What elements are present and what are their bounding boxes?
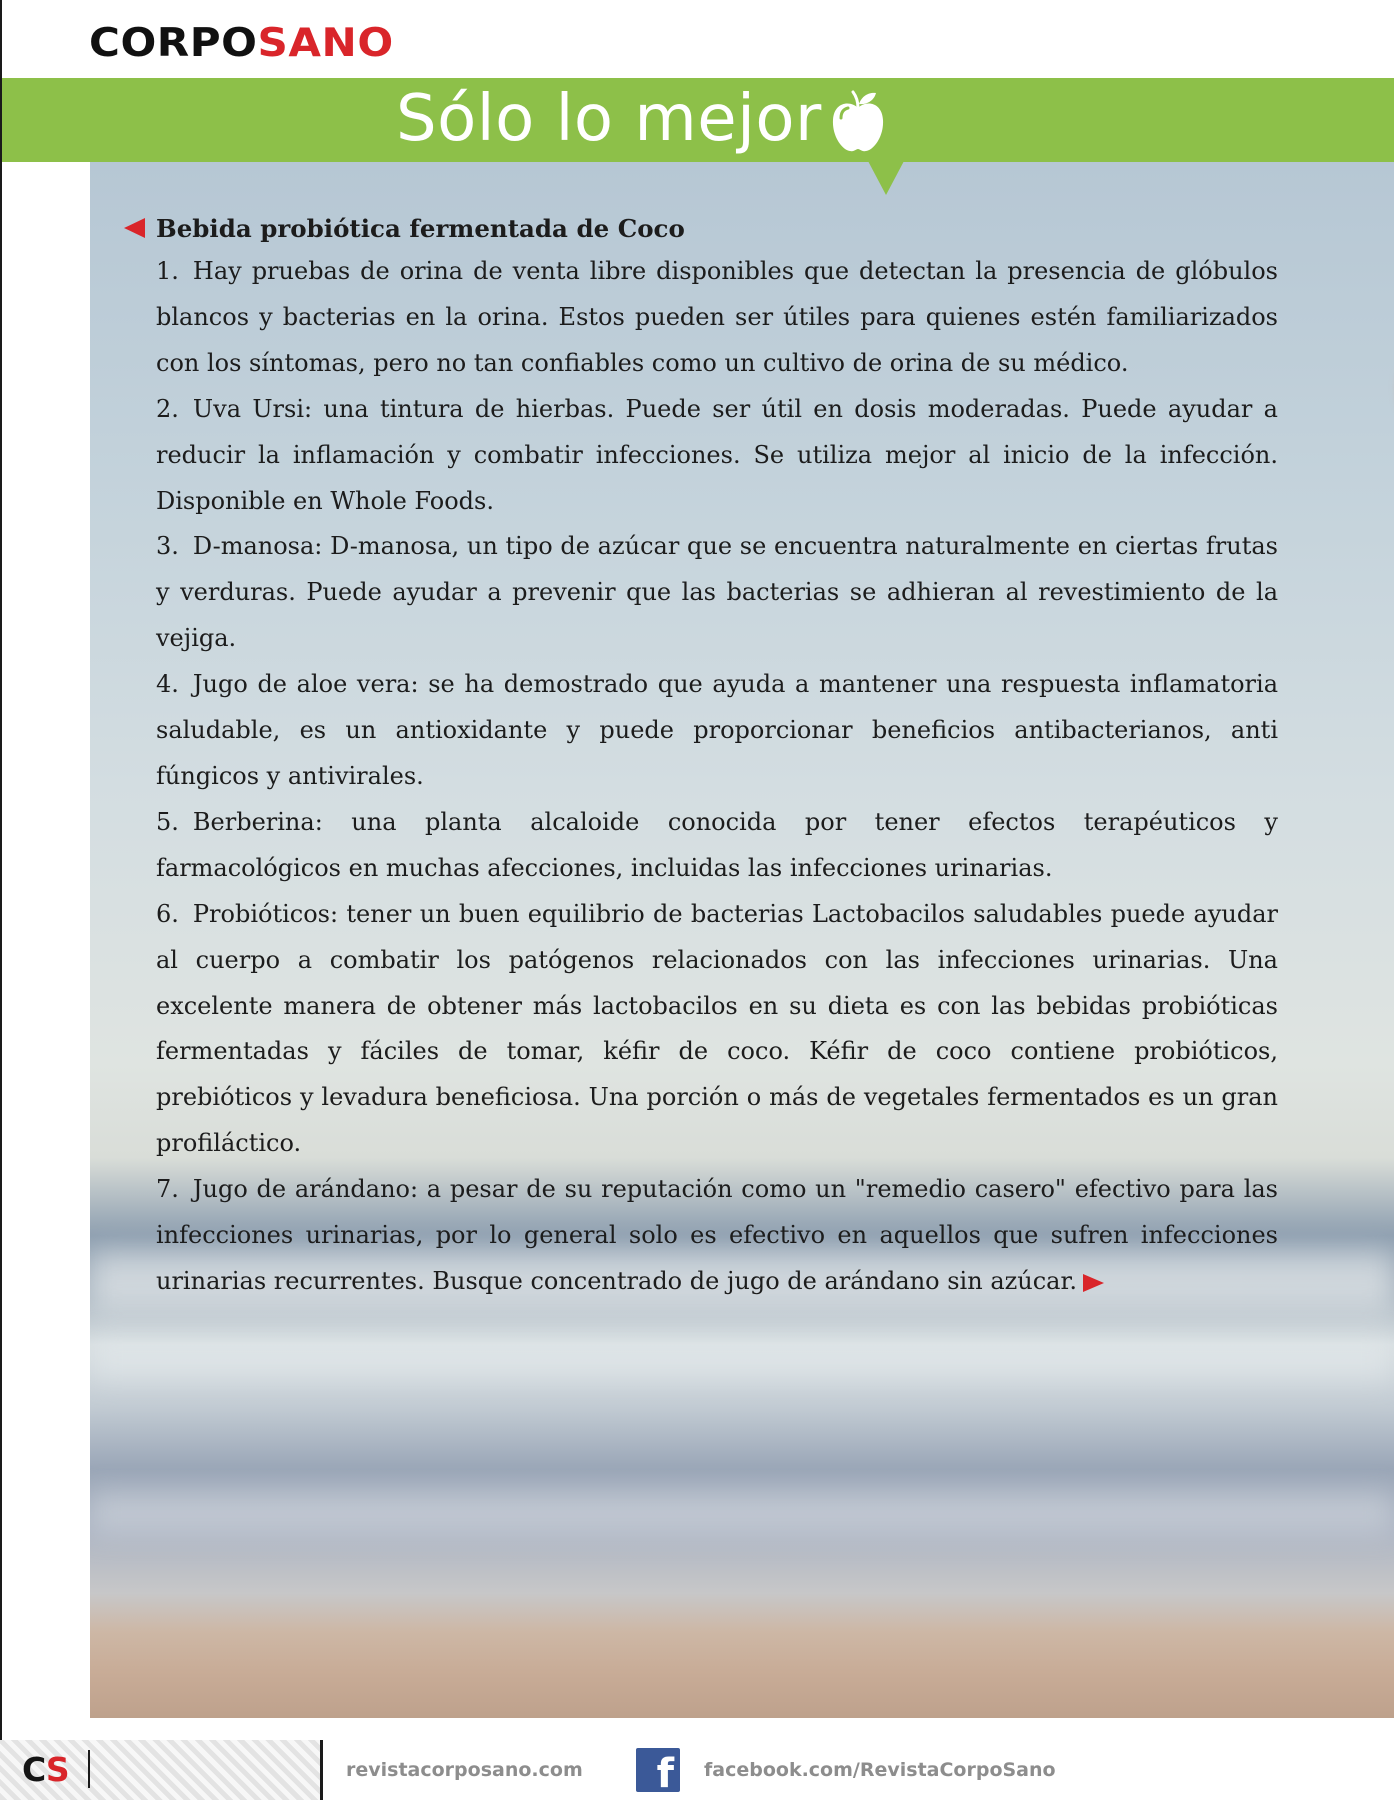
item-number: 3.	[156, 532, 179, 561]
wave-highlight	[90, 1492, 1394, 1532]
facebook-link[interactable]: facebook.com/RevistaCorpoSano	[704, 1759, 1056, 1781]
blurred-hand	[1378, 308, 1394, 567]
item-text: Jugo de aloe vera: se ha demostrado que ayuda a mantener una respuesta inflamatoria saludable, es un antioxidante y puede proporcionar beneficios antibacterianos, anti fúngicos y antivirales.	[156, 670, 1278, 790]
red-triangle-left-icon	[124, 218, 145, 238]
footer-logo-bar	[88, 1750, 90, 1788]
wave-highlight	[90, 1337, 1394, 1381]
list-item	[156, 1167, 1278, 1305]
cs-logo-s: S	[45, 1750, 69, 1789]
list-item	[156, 662, 1278, 800]
item-text: D-manosa: D-manosa, un tipo de azúcar que se encuentra naturalmente en ciertas frutas y verduras. Puede ayudar a prevenir que las bacterias se adhieran al revestimiento de la vejiga.	[156, 532, 1278, 653]
red-triangle-right-icon	[1083, 1274, 1104, 1292]
item-number: 2.	[156, 394, 179, 423]
corposano-logo	[89, 22, 394, 64]
page-footer	[0, 1740, 1394, 1800]
section-title: Sólo lo mejor	[396, 82, 822, 156]
list-item	[156, 387, 1278, 525]
list-item	[156, 800, 1278, 892]
footer-divider	[320, 1740, 323, 1800]
banner-pointer	[868, 161, 904, 195]
item-text: Berberina: una planta alcaloide conocida por tener efectos terapéuticos y farmacológicos en muchas afecciones, incluidas las infecciones urinarias.	[156, 807, 1278, 882]
list-item	[156, 524, 1278, 662]
logo-sano: SANO	[257, 20, 394, 66]
item-number: 6.	[156, 899, 179, 928]
remedies-list	[156, 249, 1278, 1305]
article-heading-text: Bebida probiótica fermentada de Coco	[156, 213, 685, 243]
facebook-icon[interactable]: f	[636, 1748, 680, 1792]
item-text: Hay pruebas de orina de venta libre disponibles que detectan la presencia de glóbulos blancos y bacterias en la orina. Estos pueden ser útiles para quienes estén familiarizados con los síntomas, pero no tan confiables como un cultivo de orina de su médico.	[156, 257, 1278, 377]
list-item	[156, 892, 1278, 1167]
website-link[interactable]: revistacorposano.com	[346, 1759, 583, 1781]
item-number: 5.	[156, 807, 179, 836]
page-left-rule	[0, 0, 2, 1800]
item-number: 4.	[156, 670, 179, 699]
item-text: Uva Ursi: una tintura de hierbas. Puede ser útil en dosis moderadas. Puede ayudar a reducir la inflamación y combatir infecciones. Se utiliza mejor al inicio de la infección. Disponible en Whole Foods.	[156, 394, 1278, 515]
apple-icon	[828, 88, 888, 154]
article-content	[124, 207, 1278, 1305]
article-heading	[124, 207, 1278, 249]
item-number: 1.	[156, 257, 179, 285]
cs-logo-c: C	[22, 1750, 46, 1789]
list-item	[156, 249, 1278, 387]
item-text: Probióticos: tener un buen equilibrio de bacterias Lactobacilos saludables puede ayudar al cuerpo a combatir los patógenos relacionados con las infecciones urinarias. Una excelente manera de obtener más lactobacilos en su dieta es con las bebidas probióticas fermentadas y fáciles de tomar, kéfir de coco. Kéfir de coco contiene probióticos, prebióticos y levadura beneficiosa. Una porción o más de vegetales fermentados es un gran profiláctico.	[156, 899, 1278, 1158]
cs-logo	[22, 1750, 69, 1789]
logo-corpo: CORPO	[89, 20, 258, 66]
item-number: 7.	[156, 1175, 179, 1204]
item-text: Jugo de arándano: a pesar de su reputación como un "remedio casero" efectivo para las infecciones urinarias, por lo general solo es efectivo en aquellos que sufren infecciones urinarias recurrentes. Busque concentrado de jugo de arándano sin azúcar.	[156, 1175, 1278, 1295]
